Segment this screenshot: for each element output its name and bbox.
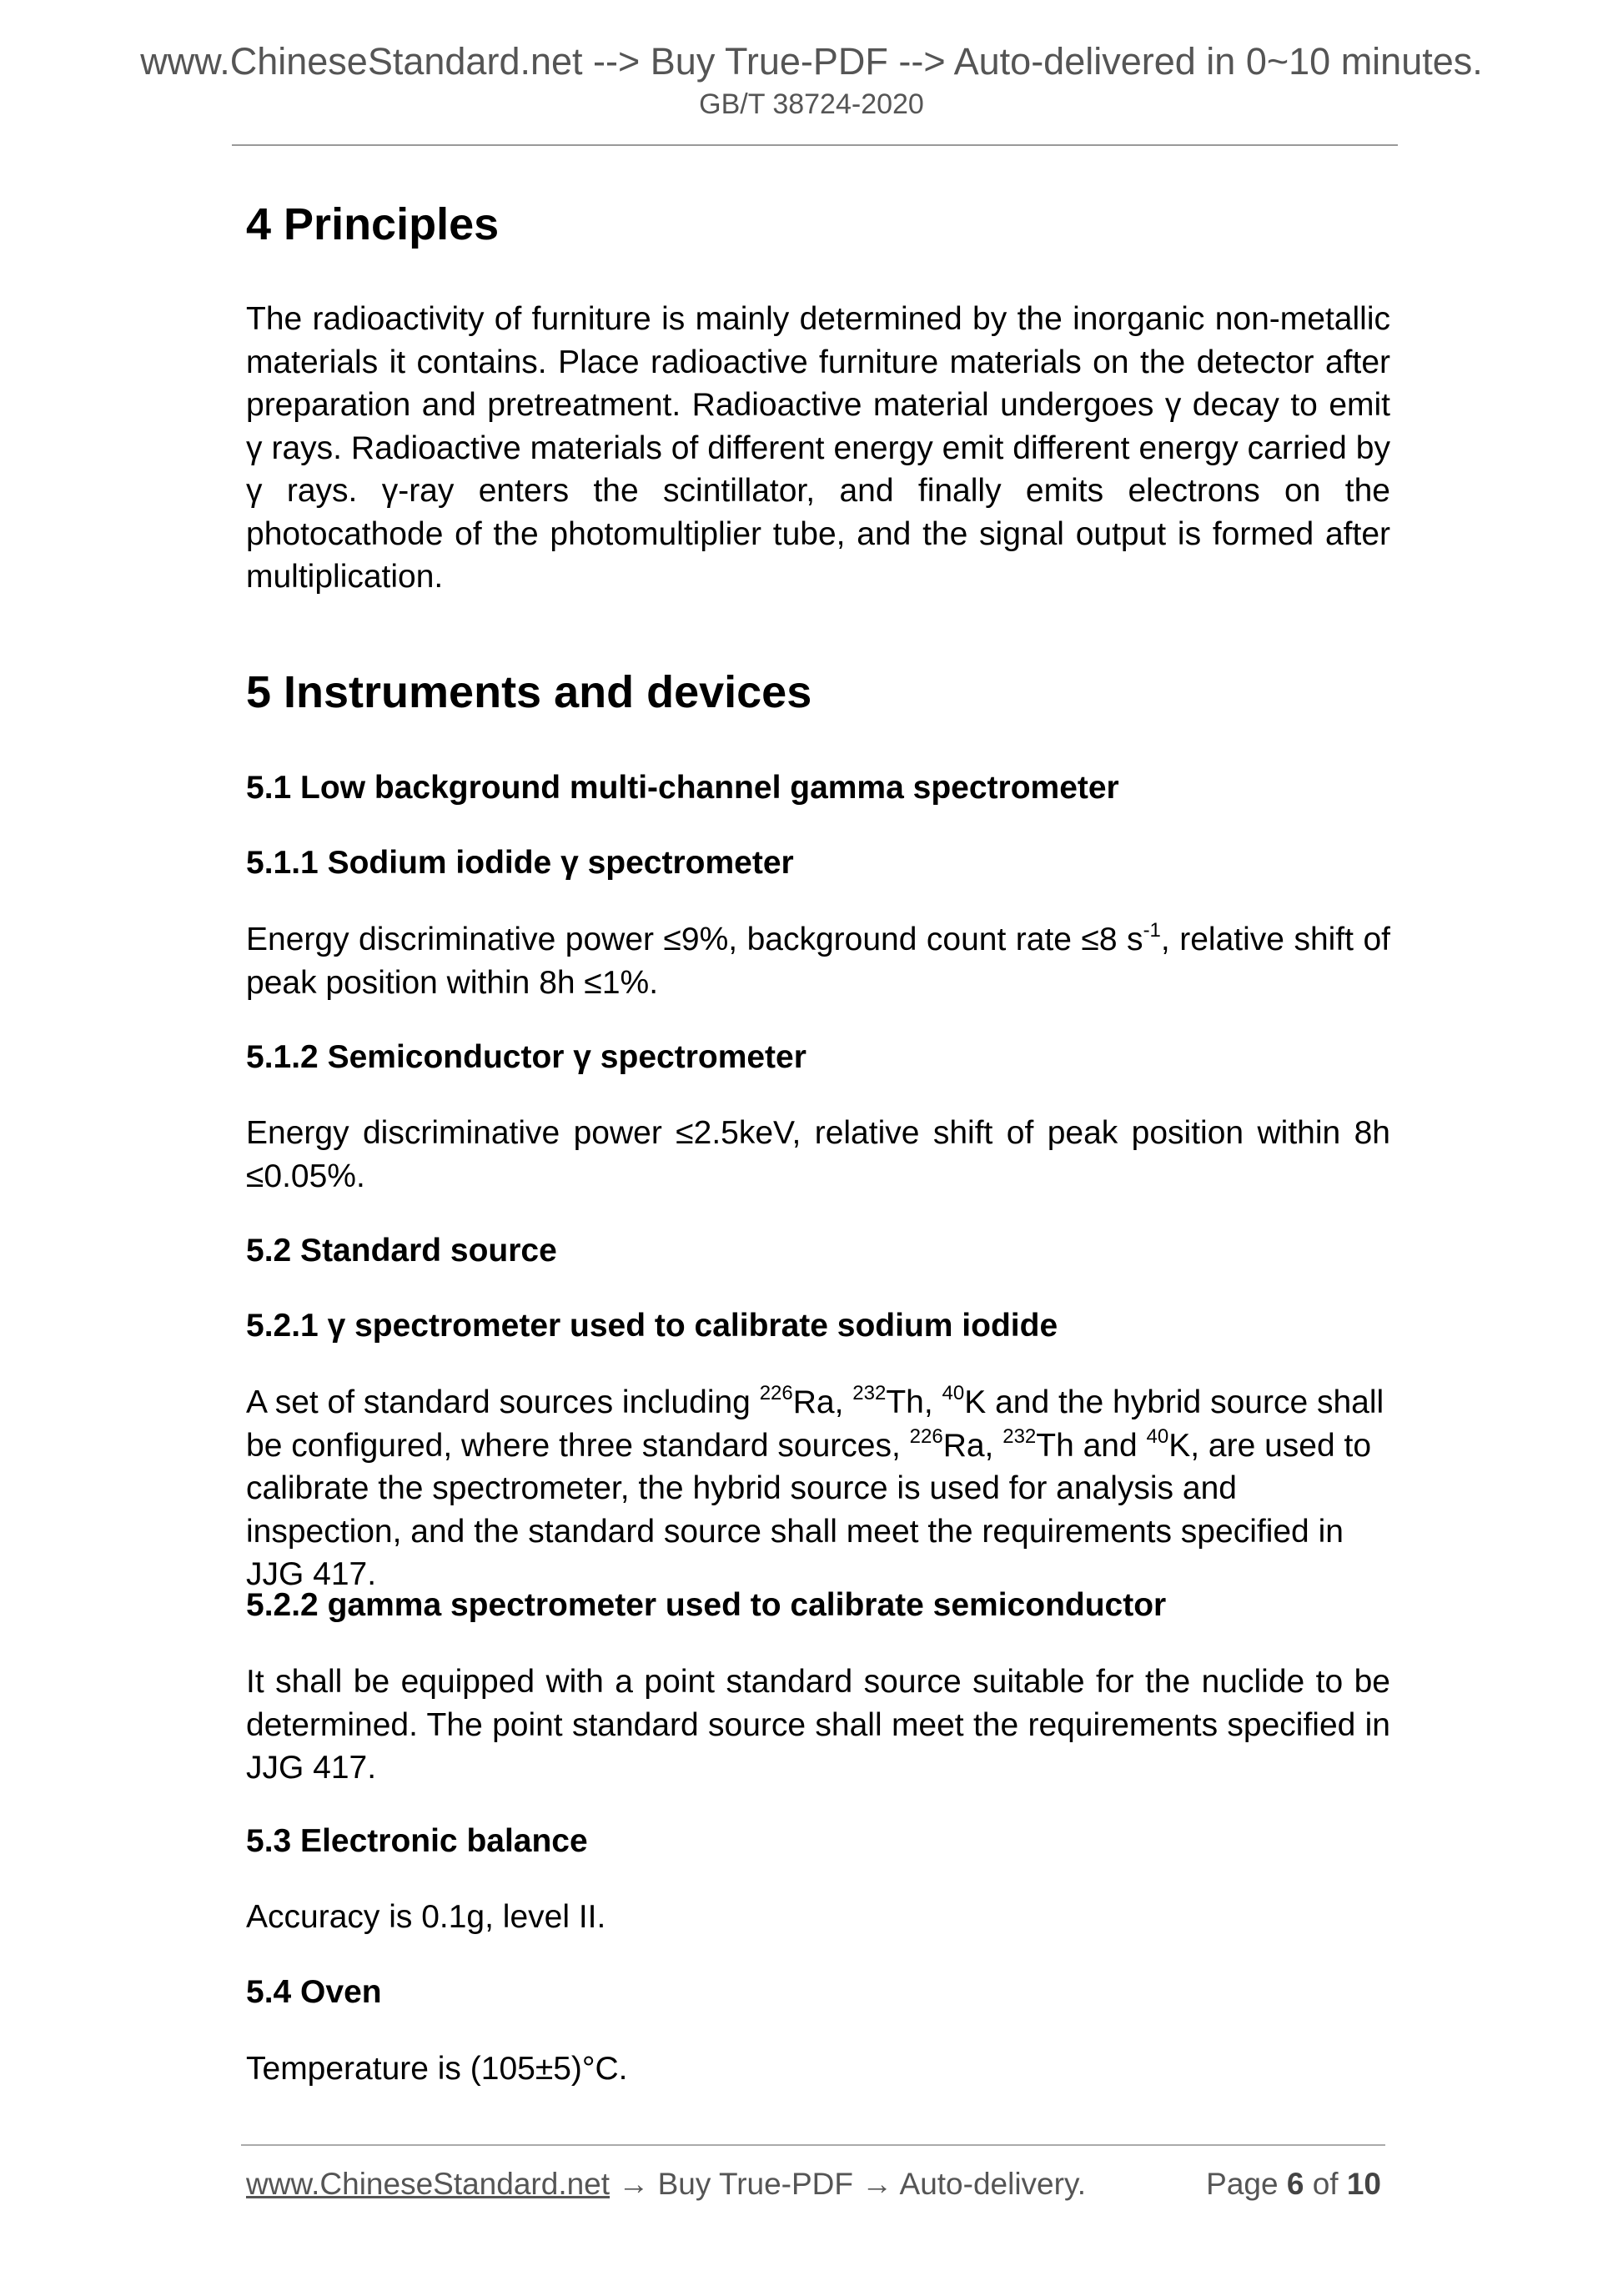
footer-promo: www.ChineseStandard.net → Buy True-PDF → Auto-delivery. bbox=[246, 2167, 1086, 2201]
section-4-body: The radioactivity of furniture is mainly determined by the inorganic non-metallic materials it contains. Place radioactive furniture materials on the detector after preparation and pretreatment. Radioactive material undergoes γ decay to emit γ rays. Radioactive materials of different energy emit different energy carried by γ rays. γ-ray enters the scintillator, and finally emits electrons on the photocathode of the photomultiplier tube, and the signal output is formed after multiplication. bbox=[246, 301, 1390, 595]
current-page: 6 bbox=[1286, 2167, 1304, 2201]
section-5-2-2-heading: 5.2.2 gamma spectrometer used to calibrate semiconductor bbox=[246, 1587, 1167, 1623]
section-5-4-body: Temperature is (105±5)°C. bbox=[246, 2051, 628, 2087]
header-banner: www.ChineseStandard.net --> Buy True-PDF --> Auto-delivered in 0~10 minutes. bbox=[140, 40, 1483, 83]
section-5-3-heading: 5.3 Electronic balance bbox=[246, 1823, 588, 1859]
section-5-2-1-body: A set of standard sources including $^{226}$Ra, $^{232}$Th, $^{40}$K and the hybrid source shall be configured, where three standard sources, $^{226}$Ra, $^{232}$Th and $^{40}$K, are used to calibrate the spectrometer, the hybrid source is used for analysis and inspection, and the standard source shall meet the requirements specified in JJG 417. bbox=[246, 1382, 1384, 1592]
section-5-3-body: Accuracy is 0.1g, level II. bbox=[246, 1899, 606, 1935]
section-5-2-heading: 5.2 Standard source bbox=[246, 1233, 557, 1269]
section-4-heading: 4 Principles bbox=[246, 199, 500, 249]
header-divider bbox=[232, 144, 1398, 146]
section-5-1-1-body: Energy discriminative power ≤9%, background count rate ≤8 $s^{-1}$, relative shift of peak position within 8h ≤1%. bbox=[246, 919, 1390, 1001]
section-5-1-heading: 5.1 Low background multi-channel gamma spectrometer bbox=[246, 770, 1119, 806]
page-indicator: Page 6 of 10 bbox=[1206, 2167, 1381, 2201]
section-5-heading: 5 Instruments and devices bbox=[246, 667, 812, 717]
footer-site-link[interactable]: www.ChineseStandard.net bbox=[246, 2167, 611, 2201]
section-5-1-2-heading: 5.1.2 Semiconductor γ spectrometer bbox=[246, 1039, 806, 1075]
section-5-2-2-body: It shall be equipped with a point standard source suitable for the nuclide to be determined. The point standard source shall meet the requirements specified in JJG 417. bbox=[246, 1664, 1390, 1786]
standard-number: GB/T 38724-2020 bbox=[699, 88, 924, 120]
section-5-4-heading: 5.4 Oven bbox=[246, 1974, 382, 2010]
footer-divider bbox=[241, 2144, 1385, 2146]
total-pages: 10 bbox=[1346, 2167, 1381, 2201]
section-5-2-1-heading: 5.2.1 γ spectrometer used to calibrate sodium iodide bbox=[246, 1308, 1058, 1344]
section-5-1-2-body: Energy discriminative power ≤2.5keV, relative shift of peak position within 8h ≤0.05%. bbox=[246, 1115, 1390, 1194]
section-5-1-1-heading: 5.1.1 Sodium iodide γ spectrometer bbox=[246, 845, 794, 881]
